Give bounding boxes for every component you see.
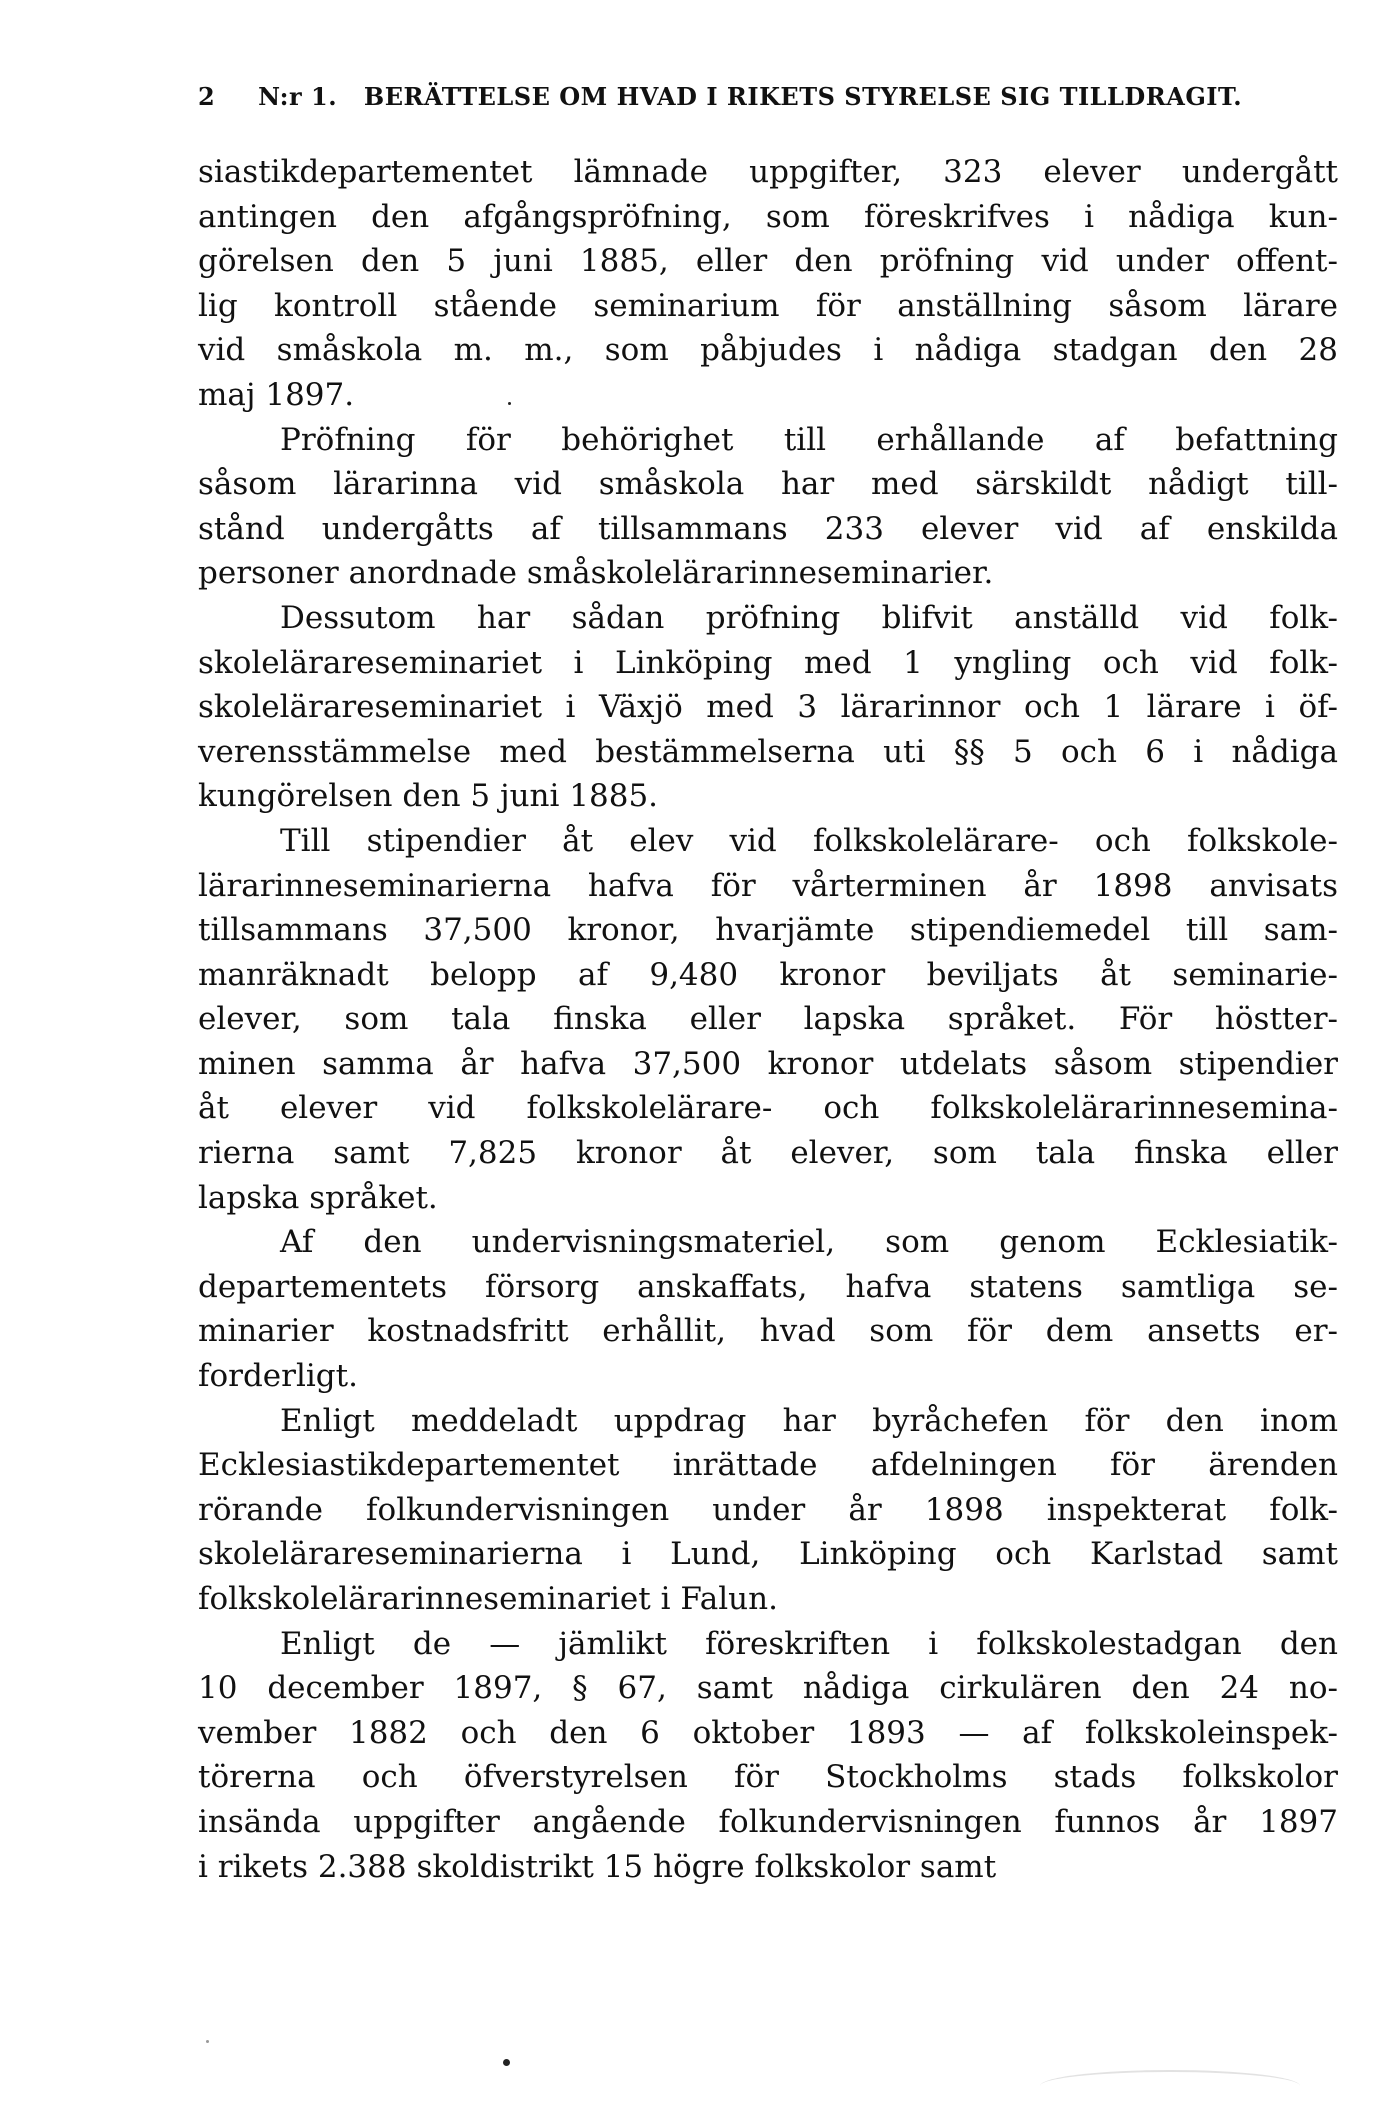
- text-line: skolelärareseminarierna i Lund, Linköping och Karlstad samt: [198, 1536, 1338, 1573]
- series-number: N:r 1.: [258, 82, 338, 111]
- text-line: Enligt de — jämlikt föreskriften i folkskolestadgan den: [280, 1625, 1338, 1662]
- print-speck: [508, 402, 511, 405]
- text-line: Ecklesiastikdepartementet inrättade afdelningen för ärenden: [198, 1447, 1338, 1484]
- text-line: folkskolelärarinneseminariet i Falun.: [198, 1581, 778, 1617]
- text-line: skolelärareseminariet i Linköping med 1 yngling och vid folk-: [198, 644, 1338, 681]
- text-line: i rikets 2.388 skoldistrikt 15 högre folkskolor samt: [198, 1848, 997, 1885]
- text-line: insända uppgifter angående folkundervisningen funnos år 1897: [198, 1803, 1338, 1840]
- text-line: minarier kostnadsfritt erhållit, hvad som för dem ansetts er-: [198, 1313, 1338, 1350]
- text-line: stånd undergåtts af tillsammans 233 elever vid af enskilda: [198, 510, 1338, 547]
- text-line: vid småskola m. m., som påbjudes i nådiga stadgan den 28: [198, 332, 1338, 369]
- text-line: siastikdepartementet lämnade uppgifter, 323 elever undergått: [198, 154, 1338, 190]
- running-title: BERÄTTELSE OM HVAD I RIKETS STYRELSE SIG TILLDRAGIT.: [363, 82, 1243, 111]
- text-line: kungörelsen den 5 juni 1885.: [198, 778, 659, 815]
- text-line: Pröfning för behörighet till erhållande af befattning: [280, 421, 1338, 458]
- text-line: minen samma år hafva 37,500 kronor utdelats såsom stipendier: [198, 1045, 1338, 1082]
- text-line: manräknadt belopp af 9,480 kronor beviljats åt seminarie-: [198, 956, 1338, 993]
- text-line: åt elever vid folkskolelärare- och folkskolelärarinnesemina-: [198, 1090, 1338, 1127]
- print-speck: [503, 2059, 510, 2066]
- text-line: Till stipendier åt elev vid folkskolelärare- och folkskole-: [280, 822, 1338, 859]
- text-line: lapska språket.: [198, 1179, 438, 1216]
- text-line: lig kontroll stående seminarium för anställning såsom lärare: [198, 287, 1338, 324]
- text-line: såsom lärarinna vid småskola har med särskildt nådigt till-: [198, 466, 1338, 503]
- text-line: vember 1882 och den 6 oktober 1893 — af folkskoleinspek-: [198, 1714, 1338, 1751]
- text-line: Dessutom har sådan pröfning blifvit anställd vid folk-: [280, 599, 1338, 636]
- text-line: verensstämmelse med bestämmelserna uti §§ 5 och 6 i nådiga: [198, 733, 1338, 770]
- text-line: tillsammans 37,500 kronor, hvarjämte stipendiemedel till sam-: [198, 912, 1338, 949]
- print-speck: [206, 2040, 209, 2043]
- body-text: [198, 150, 1338, 1889]
- text-line: görelsen den 5 juni 1885, eller den pröfning vid under offent-: [198, 243, 1338, 280]
- text-line: elever, som tala finska eller lapska språket. För höstter-: [198, 1001, 1338, 1038]
- text-line: personer anordnade småskolelärarinneseminarier.: [198, 555, 994, 592]
- text-line: antingen den afgångspröfning, som föreskrifves i nådiga kun-: [198, 198, 1338, 235]
- text-line: lärarinneseminarierna hafva för vårterminen år 1898 anvisats: [198, 867, 1338, 904]
- text-line: törerna och öfverstyrelsen för Stockholms stads folkskolor: [198, 1759, 1338, 1796]
- text-line: rörande folkundervisningen under år 1898 inspekterat folk-: [198, 1491, 1338, 1528]
- text-line: maj 1897.: [198, 376, 355, 413]
- text-line: skolelärareseminariet i Växjö med 3 lärarinnor och 1 lärare i öf-: [198, 689, 1338, 726]
- text-line: Af den undervisningsmateriel, som genom Ecklesiatik-: [280, 1224, 1338, 1261]
- text-line: forderligt.: [198, 1358, 358, 1395]
- page-number: 2: [198, 82, 216, 111]
- text-line: rierna samt 7,825 kronor åt elever, som tala finska eller: [198, 1135, 1338, 1172]
- text-line: 10 december 1897, § 67, samt nådiga cirkulären den 24 no-: [198, 1670, 1338, 1707]
- running-head: [198, 82, 1338, 111]
- text-line: Enligt meddeladt uppdrag har byråchefen för den inom: [280, 1402, 1338, 1439]
- text-line: departementets försorg anskaffats, hafva statens samtliga se-: [198, 1268, 1338, 1305]
- bleed-through-mark: [1040, 2070, 1300, 2102]
